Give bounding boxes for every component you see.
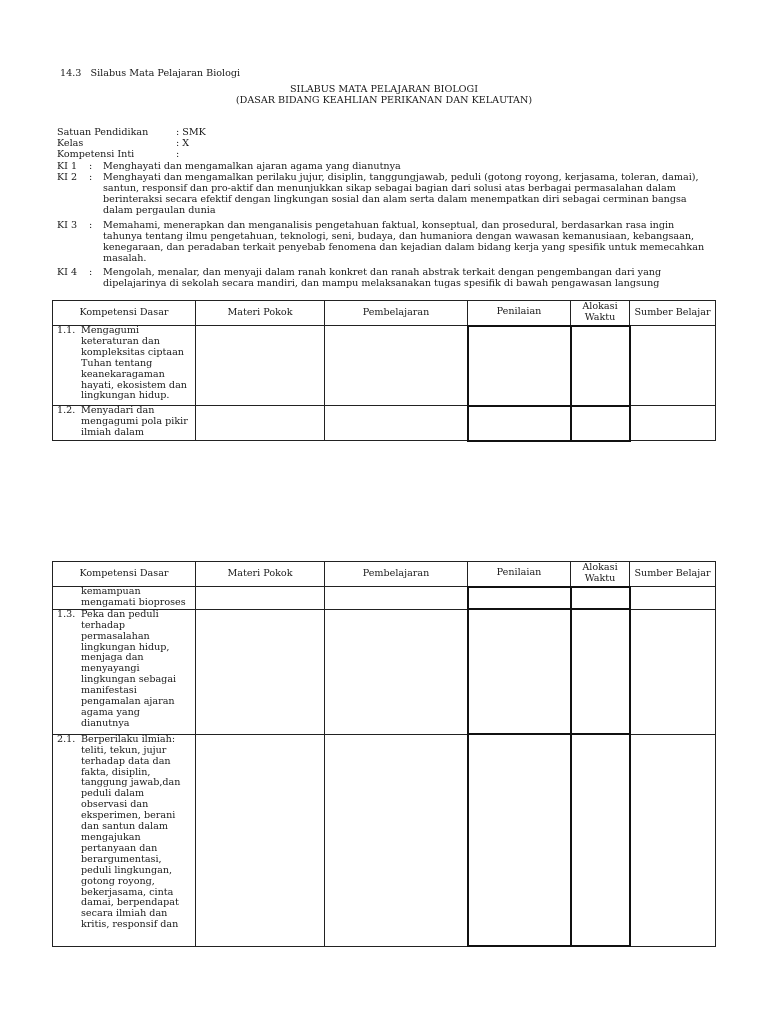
kd-line: Mengagumi	[81, 325, 140, 336]
syllabus-table-1	[52, 300, 716, 442]
kd-line: Berperilaku ilmiah:	[81, 733, 176, 745]
kd-line: peduli lingkungan,	[81, 864, 173, 876]
meta-value: : X	[176, 138, 190, 149]
kd-number: 1.3.	[57, 608, 76, 620]
sumber-belajar-cell	[630, 734, 716, 946]
kd-line: menjaga dan	[81, 652, 144, 664]
kd-line: teliti, tekun, jujur	[81, 744, 167, 756]
pembelajaran-cell	[325, 734, 468, 946]
kd-line: kemampuan	[81, 586, 141, 597]
kd-line: pertanyaan dan	[81, 842, 158, 854]
kd-line: lingkungan hidup,	[81, 641, 170, 653]
kd-line: berargumentasi,	[81, 853, 162, 865]
kd-line: kritis, responsif dan	[81, 919, 179, 931]
kd-line: Tuhan tentang	[81, 357, 153, 369]
kd-cell	[53, 587, 196, 610]
kd-line: peduli dalam	[81, 788, 145, 800]
sumber-belajar-cell	[630, 587, 716, 610]
kd-line: terhadap data dan	[81, 755, 171, 767]
alokasi-waktu-cell	[571, 734, 630, 946]
kd-cell	[53, 734, 196, 946]
penilaian-cell	[468, 609, 571, 734]
ki-line: Mengolah, menalar, dan menyaji dalam ranah konkret dan ranah abstrak terkait dengan pengembangan dari yang	[103, 267, 662, 278]
ki-code: KI 2	[57, 172, 78, 183]
header-penilaian: Penilaian	[468, 301, 571, 326]
section-title: Silabus Mata Pelajaran Biologi	[90, 68, 241, 79]
header-kompetensi-dasar: Kompetensi Dasar	[53, 301, 196, 326]
alokasi-waktu-cell	[571, 587, 630, 610]
kd-line: dan santun dalam	[81, 821, 168, 833]
penilaian-cell	[468, 406, 571, 441]
section-number: 14.3	[60, 68, 82, 79]
header-alokasi-waktu: Alokasi Waktu	[571, 301, 630, 326]
kd-line: lingkungan sebagai	[81, 674, 177, 686]
ki-line: masalah.	[103, 253, 147, 265]
kd-line: keteraturan dan	[81, 335, 160, 347]
ki-line: dalam pergaulan dunia	[103, 205, 216, 217]
kd-number: 1.1.	[57, 325, 76, 336]
kd-number: 2.1.	[57, 733, 76, 745]
materi-pokok-cell	[196, 406, 325, 441]
kd-line: ilmiah dalam	[81, 426, 144, 438]
kd-line: gotong royong,	[81, 875, 155, 887]
alokasi-waktu-cell	[571, 609, 630, 734]
ki-line: tahunya tentang ilmu pengetahuan, teknologi, seni, budaya, dan humaniora dengan wawasan kemanusiaan, kebangsaan,	[103, 231, 695, 243]
kd-line: manifestasi	[81, 685, 137, 697]
penilaian-cell	[468, 734, 571, 946]
kd-line: dianutnya	[81, 717, 130, 729]
section-heading	[60, 68, 240, 79]
kd-line: kompleksitas ciptaan	[81, 346, 184, 358]
kd-cell	[53, 609, 196, 734]
kd-line: terhadap	[81, 619, 126, 631]
kd-line: pengamalan ajaran	[81, 696, 175, 708]
pembelajaran-cell	[325, 587, 468, 610]
ki-line: kenegaraan, dan peradaban terkait penyebab fenomena dan kejadian dalam bidang kerja yang spesifik untuk memecahkan	[103, 242, 705, 254]
kd-line: mengamati bioproses	[81, 596, 186, 608]
kd-line: permasalahan	[81, 630, 150, 642]
kd-line: mengajukan	[81, 831, 141, 843]
header-pembelajaran: Pembelajaran	[325, 562, 468, 587]
meta-key: Satuan Pendidikan	[57, 127, 149, 138]
kd-line: observasi dan	[81, 799, 149, 811]
penilaian-cell	[468, 587, 571, 610]
alokasi-waktu-cell	[571, 326, 630, 406]
table-row	[53, 406, 716, 441]
header-materi-pokok: Materi Pokok	[196, 301, 325, 326]
materi-pokok-cell	[196, 587, 325, 610]
ki-code: KI 3	[57, 220, 78, 231]
sumber-belajar-cell	[630, 326, 716, 406]
materi-pokok-cell	[196, 734, 325, 946]
pembelajaran-cell	[325, 326, 468, 406]
table-row	[53, 734, 716, 946]
materi-pokok-cell	[196, 609, 325, 734]
document-subtitle: (DASAR BIDANG KEAHLIAN PERIKANAN DAN KELAUTAN)	[235, 95, 533, 106]
ki-line: Menghayati dan mengamalkan ajaran agama yang dianutnya	[103, 161, 401, 172]
kd-line: keanekaragaman	[81, 368, 165, 380]
meta-value: : SMK	[176, 127, 206, 138]
kd-line: eksperimen, berani	[81, 810, 176, 822]
kd-line: menyayangi	[81, 663, 140, 675]
alokasi-waktu-cell	[571, 406, 630, 441]
header-alokasi-waktu: Alokasi Waktu	[571, 562, 630, 587]
header-penilaian: Penilaian	[468, 562, 571, 587]
penilaian-cell	[468, 326, 571, 406]
sumber-belajar-cell	[630, 609, 716, 734]
meta-value: :	[176, 149, 180, 160]
table-header-row	[53, 301, 716, 326]
kd-line: bekerjasama, cinta	[81, 886, 174, 898]
kd-line: mengagumi pola pikir	[81, 415, 188, 427]
kd-line: Menyadari dan	[81, 405, 155, 416]
kd-line: secara ilmiah dan	[81, 908, 168, 920]
ki-code: KI 4	[57, 267, 78, 278]
pembelajaran-cell	[325, 406, 468, 441]
ki-4: KI 4 : Mengolah, menalar, dan menyaji dalam ranah konkret dan ranah abstrak terkait dengan pengembangan dari yang dipelajarinya di sekolah secara mandiri, dan mampu melaksanakan tugas spesifik di bawah pengawasan langsung	[57, 267, 710, 291]
kd-number: 1.2.	[57, 405, 76, 416]
materi-pokok-cell	[196, 326, 325, 406]
ki-line: Memahami, menerapkan dan menganalisis pengetahuan faktual, konseptual, dan prosedural, berdasarkan rasa ingin	[103, 220, 675, 231]
table-row	[53, 609, 716, 734]
kd-line: hayati, ekosistem dan	[81, 379, 187, 391]
document-title: SILABUS MATA PELAJARAN BIOLOGI	[289, 84, 479, 95]
pembelajaran-cell	[325, 609, 468, 734]
kd-line: agama yang	[81, 706, 140, 718]
header-kompetensi-dasar: Kompetensi Dasar	[53, 562, 196, 587]
header-materi-pokok: Materi Pokok	[196, 562, 325, 587]
meta-key: Kelas	[57, 138, 84, 149]
ki-1: KI 1 : Menghayati dan mengamalkan ajaran agama yang dianutnya	[57, 161, 710, 173]
table-row	[53, 326, 716, 406]
meta-key: Kompetensi Inti	[57, 149, 135, 160]
kd-line: Peka dan peduli	[81, 608, 159, 620]
kd-cell	[53, 326, 196, 406]
header-pembelajaran: Pembelajaran	[325, 301, 468, 326]
ki-line: dipelajarinya di sekolah secara mandiri, dan mampu melaksanakan tugas spesifik di bawah pengawasan langsung	[103, 278, 660, 290]
table-row	[53, 587, 716, 610]
ki-line: Menghayati dan mengamalkan perilaku jujur, disiplin, tanggungjawab, peduli (gotong royong, kerjasama, toleran, damai),	[103, 172, 699, 183]
sumber-belajar-cell	[630, 406, 716, 441]
kd-line: fakta, disiplin,	[81, 766, 151, 778]
syllabus-table-2	[52, 561, 716, 947]
ki-2: KI 2 : Menghayati dan mengamalkan perilaku jujur, disiplin, tanggungjawab, peduli (gotong royong, kerjasama, toleran, damai), santun, responsif dan pro-aktif dan menunjukkan sikap sebagai bagian dari solusi atas berbagai permasalahan dalam berinteraksi secara efektif dengan lingkungan sosial dan alam serta dalam menempatkan diri sebagai cerminan bangsa dalam pergaulan dunia	[57, 172, 710, 218]
table-header-row	[53, 562, 716, 587]
ki-3: KI 3 : Memahami, menerapkan dan menganalisis pengetahuan faktual, konseptual, dan prosedural, berdasarkan rasa ingin tahunya tentang ilmu pengetahuan, teknologi, seni, budaya, dan humaniora dengan wawasan kemanusiaan, kebangsaan, kenegaraan, dan peradaban terkait penyebab fenomena dan kejadian dalam bidang kerja yang spesifik untuk memecahkan masalah.	[57, 220, 710, 266]
kd-line: tanggung jawab,dan	[81, 777, 181, 789]
kd-cell	[53, 406, 196, 441]
ki-line: santun, responsif dan pro-aktif dan menunjukkan sikap sebagai bagian dari solusi atas berbagai permasalahan dalam	[103, 183, 676, 195]
header-sumber-belajar: Sumber Belajar	[630, 301, 716, 326]
header-sumber-belajar: Sumber Belajar	[630, 562, 716, 587]
kd-line: damai, berpendapat	[81, 897, 179, 909]
ki-line: berinteraksi secara efektif dengan lingkungan sosial dan alam serta dalam menempatkan diri sebagai cerminan bangsa	[103, 194, 687, 206]
kd-line: lingkungan hidup.	[81, 390, 170, 402]
ki-code: KI 1	[57, 161, 78, 172]
